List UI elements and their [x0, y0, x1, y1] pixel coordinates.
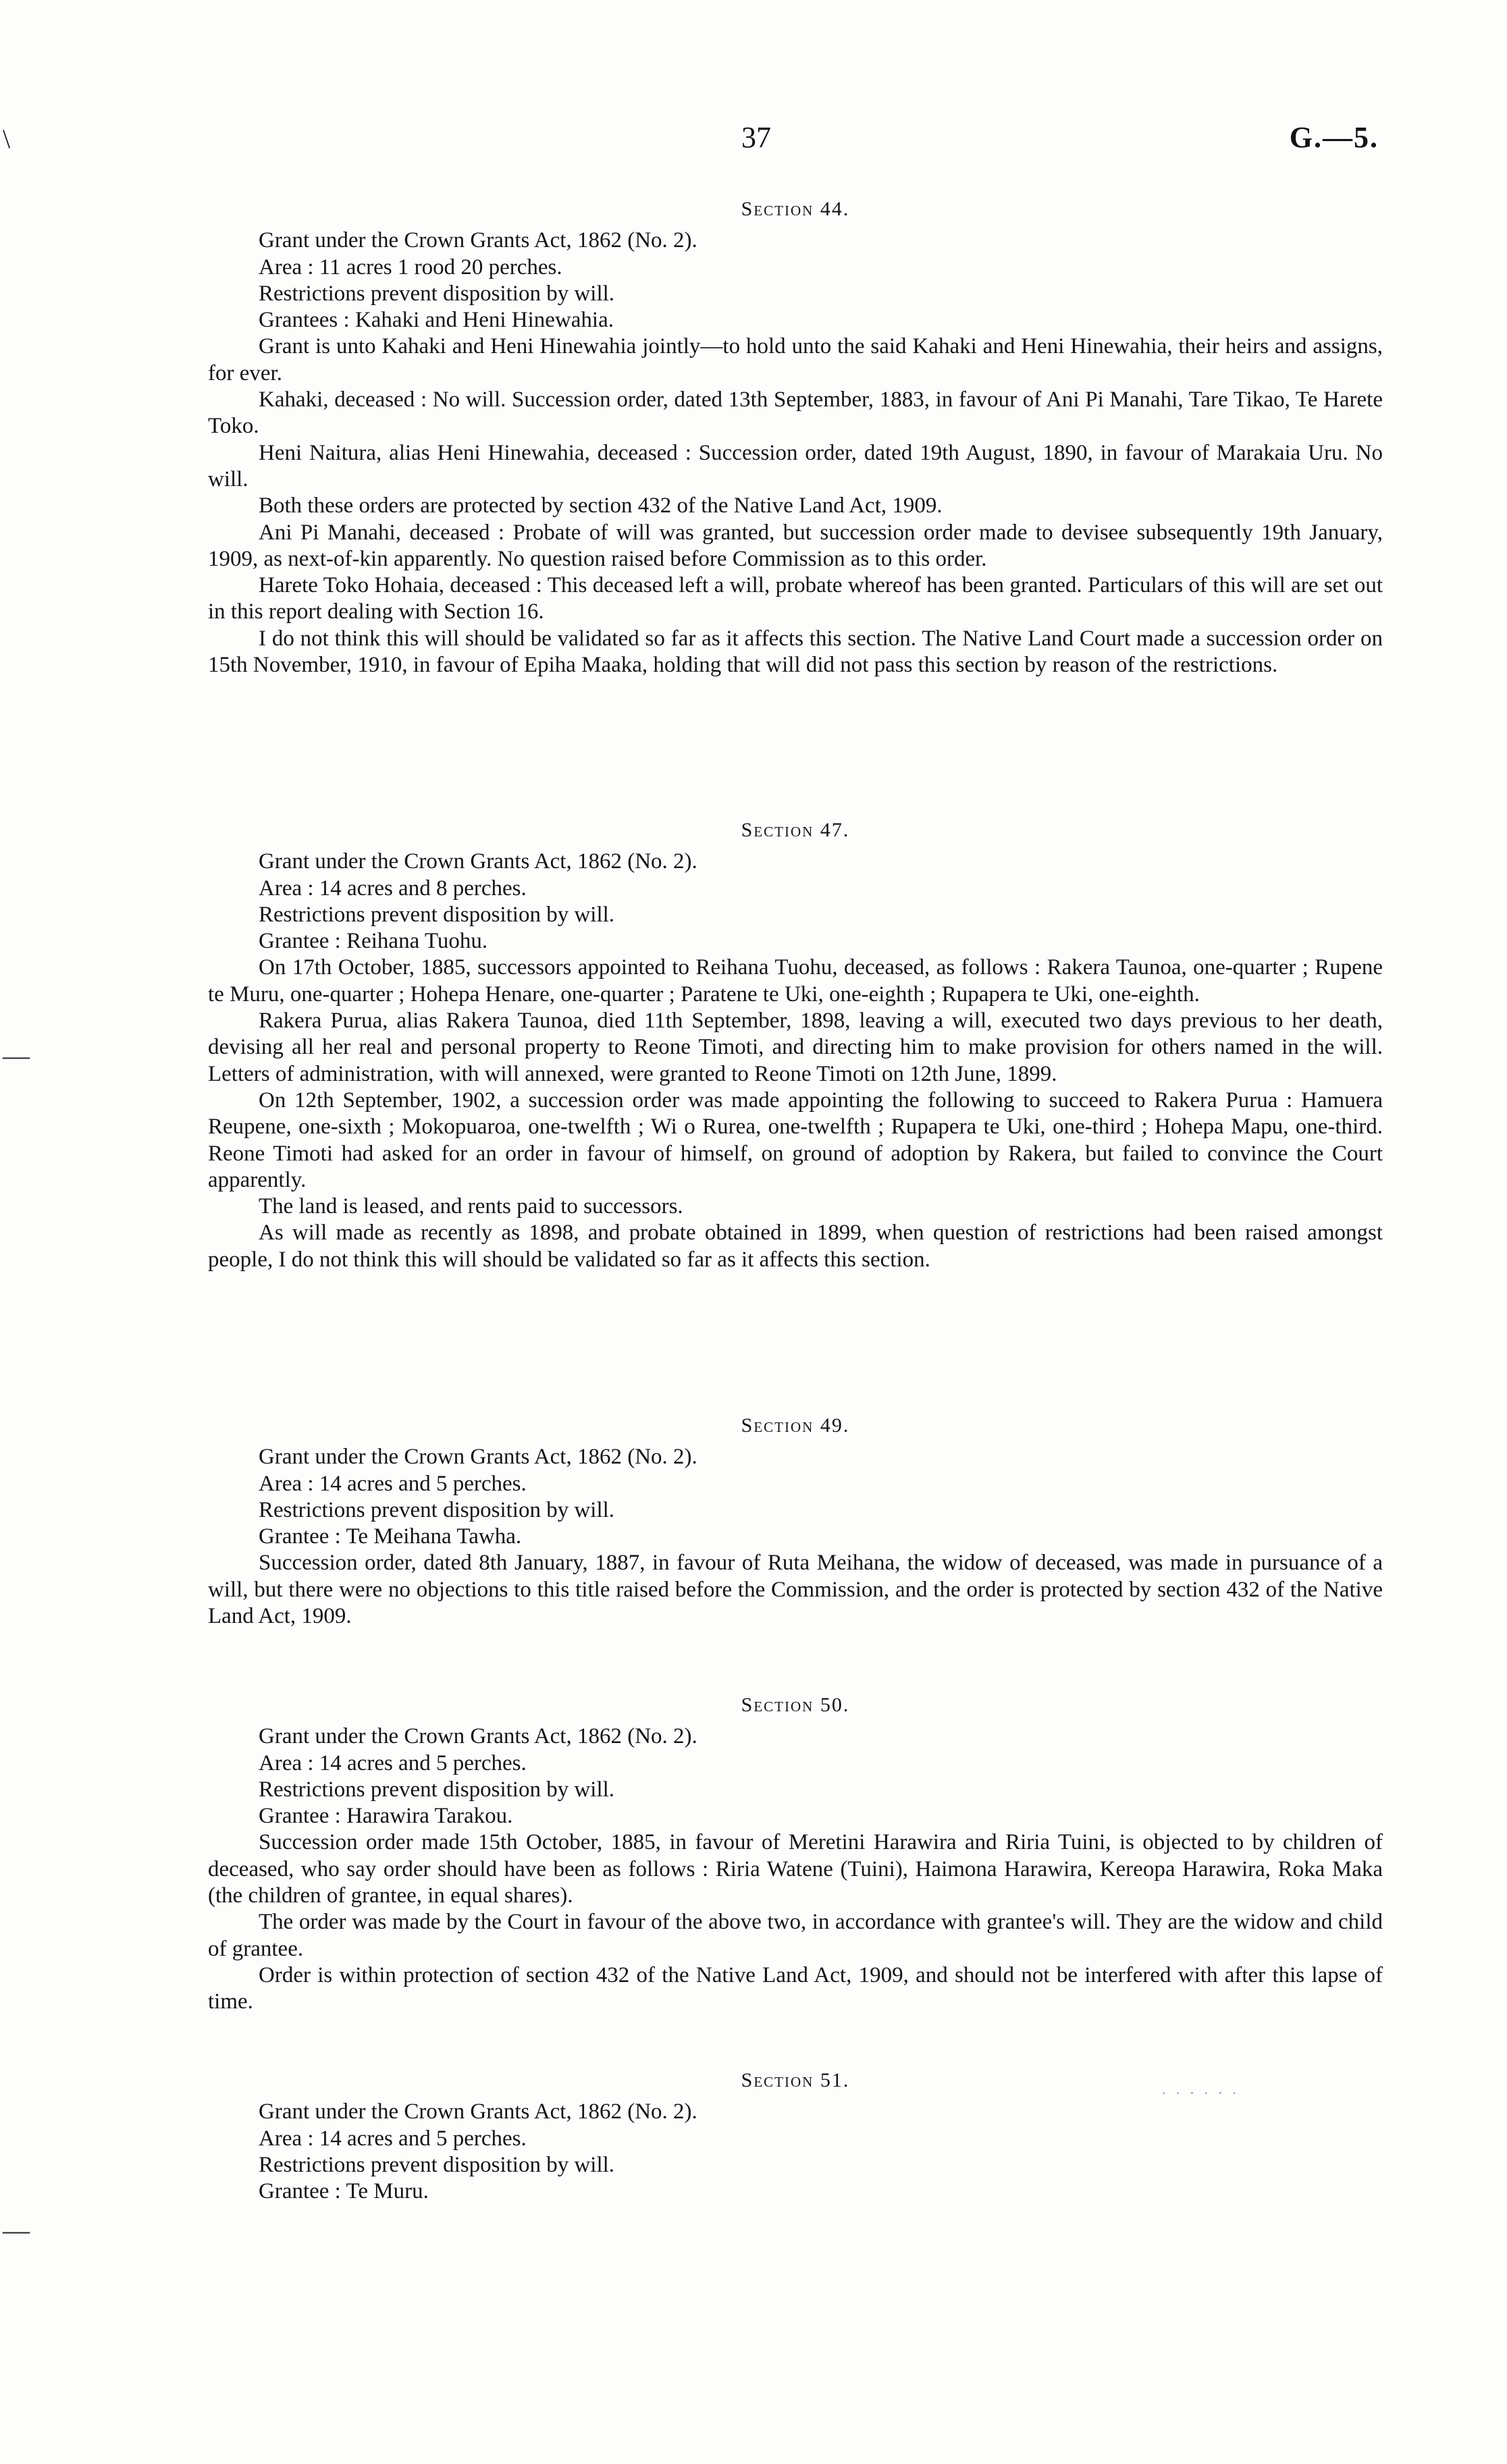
paragraph: Grant is unto Kahaki and Heni Hinewahia jointly—to hold unto the said Kahaki and Heni Hinewahia, their heirs and assigns, for ever.: [208, 334, 1383, 385]
page-number: 37: [741, 121, 771, 154]
paragraph: Heni Naitura, alias Heni Hinewahia, deceased : Succession order, dated 19th August, 1890, in favour of Marakaia Uru. No will.: [208, 440, 1383, 491]
restrictions-line: Restrictions prevent disposition by will.: [259, 2152, 615, 2177]
grantee-line: Grantees : Kahaki and Heni Hinewahia.: [259, 308, 614, 333]
grant-line: Grant under the Crown Grants Act, 1862 (No. 2).: [259, 228, 697, 253]
area-line: Area : 14 acres and 8 perches.: [259, 876, 527, 901]
section-heading: Section 47.: [741, 819, 850, 841]
section-heading: Section 51.: [741, 2069, 850, 2091]
section-49: [208, 1412, 1383, 1630]
paragraph: On 12th September, 1902, a succession order was made appointing the following to succeed to Rakera Purua : Hamuera Reupene, one-sixth ; Mokopuaroa, one-twelfth ; Wi o Rurea, one-twelfth ; Rupapera te Uki, one-third ; Hohepa Mapu, one-third. Reone Timoti had asked for an order in favour of himself, on ground of adoption by Rakera, but failed to convince the Court apparently.: [208, 1088, 1383, 1192]
paragraph: Harete Toko Hohaia, deceased : This deceased left a will, probate whereof has been granted. Particulars of this will are set out in this report dealing with Section 16.: [208, 573, 1383, 624]
paragraph: Succession order made 15th October, 1885, in favour of Meretini Harawira and Riria Tuini, is objected to by children of deceased, who say order should have been as follows : Riria Watene (Tuini), Haimona Harawira, Kereopa Harawira, Roka Maka (the children of grantee, in equal shares).: [208, 1830, 1383, 1908]
restrictions-line: Restrictions prevent disposition by will.: [259, 902, 615, 927]
margin-mark-bottom: —: [3, 2215, 30, 2245]
section-44: [208, 196, 1383, 678]
section-47: [208, 817, 1383, 1273]
grantee-line: Grantee : Reihana Tuohu.: [259, 929, 488, 954]
paragraph: Both these orders are protected by section 432 of the Native Land Act, 1909.: [259, 493, 943, 518]
restrictions-line: Restrictions prevent disposition by will.: [259, 1777, 615, 1802]
grant-line: Grant under the Crown Grants Act, 1862 (No. 2).: [259, 2099, 697, 2124]
paragraph: Kahaki, deceased : No will. Succession order, dated 13th September, 1883, in favour of Ani Pi Manahi, Tare Tikao, Te Harete Toko.: [208, 387, 1383, 439]
section-heading: Section 50.: [741, 1694, 850, 1716]
area-line: Area : 14 acres and 5 perches.: [259, 1471, 527, 1496]
scan-speckle-decoration: · · ⋅ · ⋅ ·: [1161, 2085, 1240, 2101]
paragraph: Order is within protection of section 432 of the Native Land Act, 1909, and should not be interfered with after this lapse of time.: [208, 1962, 1383, 2014]
paragraph: On 17th October, 1885, successors appointed to Reihana Tuohu, deceased, as follows : Rakera Taunoa, one-quarter ; Rupene te Muru, one-quarter ; Hohepa Henare, one-quarter ; Paratene te Uki, one-eighth ; Rupapera te Uki, one-eighth.: [208, 955, 1383, 1007]
grantee-line: Grantee : Harawira Tarakou.: [259, 1804, 513, 1829]
restrictions-line: Restrictions prevent disposition by will.: [259, 281, 615, 306]
grant-line: Grant under the Crown Grants Act, 1862 (No. 2).: [259, 1445, 697, 1470]
area-line: Area : 11 acres 1 rood 20 perches.: [259, 255, 562, 279]
area-line: Area : 14 acres and 5 perches.: [259, 2126, 527, 2151]
paragraph: I do not think this will should be validated so far as it affects this section. The Native Land Court made a succession order on 15th November, 1910, in favour of Epiha Maaka, holding that will did not pass this section by reason of the restrictions.: [208, 626, 1383, 678]
grantee-line: Grantee : Te Meihana Tawha.: [259, 1524, 522, 1549]
section-heading: Section 49.: [741, 1414, 850, 1437]
paragraph: Ani Pi Manahi, deceased : Probate of will was granted, but succession order made to devisee subsequently 19th January, 1909, as next-of-kin apparently. No question raised before Commission as to this order.: [208, 520, 1383, 571]
paragraph: Rakera Purua, alias Rakera Taunoa, died 11th September, 1898, leaving a will, executed two days previous to her death, devising all her real and personal property to Reone Timoti, and directing him to make provision for others named in the will. Letters of administration, with will annexed, were granted to Reone Timoti on 12th June, 1899.: [208, 1009, 1383, 1086]
grant-line: Grant under the Crown Grants Act, 1862 (No. 2).: [259, 849, 697, 874]
document-code: G.—5.: [1289, 121, 1379, 154]
margin-mark-top: \: [3, 124, 11, 154]
section-50: [208, 1692, 1383, 2016]
paragraph: As will made as recently as 1898, and probate obtained in 1899, when question of restrictions had been raised amongst people, I do not think this will should be validated so far as it affects this section.: [208, 1221, 1383, 1272]
grantee-line: Grantee : Te Muru.: [259, 2179, 429, 2204]
paragraph: The land is leased, and rents paid to successors.: [259, 1194, 683, 1219]
grant-line: Grant under the Crown Grants Act, 1862 (No. 2).: [259, 1724, 697, 1749]
area-line: Area : 14 acres and 5 perches.: [259, 1750, 527, 1775]
section-heading: Section 44.: [741, 198, 850, 220]
margin-mark-mid: —: [3, 1040, 30, 1071]
paragraph: Succession order, dated 8th January, 1887, in favour of Ruta Meihana, the widow of deceased, was made in pursuance of a will, but there were no objections to this title raised before the Commission, and the order is protected by section 432 of the Native Land Act, 1909.: [208, 1551, 1383, 1629]
restrictions-line: Restrictions prevent disposition by will.: [259, 1497, 615, 1522]
paragraph: The order was made by the Court in favour of the above two, in accordance with grantee's will. They are the widow and child of grantee.: [208, 1910, 1383, 1961]
